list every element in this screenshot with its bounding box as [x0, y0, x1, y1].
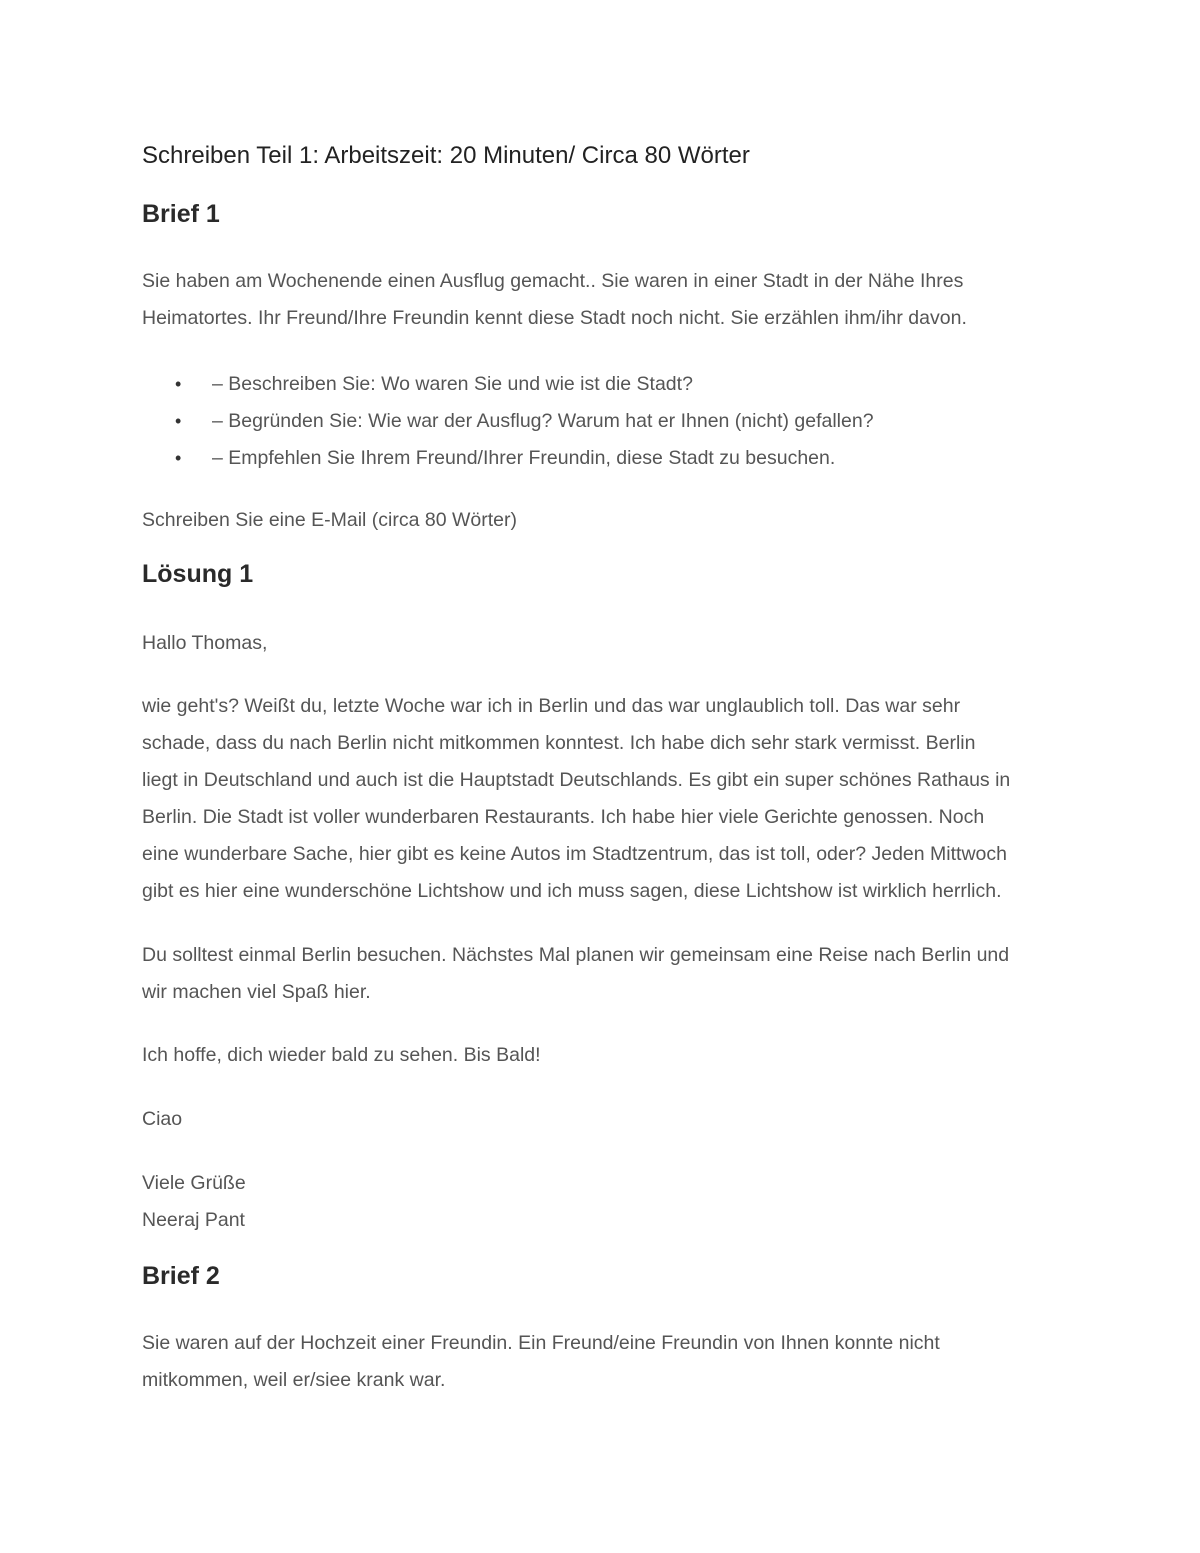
task-text: – Beschreiben Sie: Wo waren Sie und wie ist die Stadt?: [212, 373, 693, 395]
list-item: [142, 366, 1072, 403]
letter-body-line: gibt es hier eine wunderschöne Lichtshow und ich muss sagen, diese Lichtshow ist wirklich herrlich.: [142, 880, 1002, 902]
task-text: – Empfehlen Sie Ihrem Freund/Ihrer Freundin, diese Stadt zu besuchen.: [212, 447, 836, 469]
brief1-heading: Brief 1: [142, 200, 220, 228]
bullet-icon: •: [175, 448, 182, 468]
letter-body: [142, 688, 1072, 910]
list-item: [142, 403, 1072, 440]
page-title: Schreiben Teil 1: Arbeitszeit: 20 Minuten/ Circa 80 Wörter: [142, 142, 750, 169]
letter-body-line: wie geht's? Weißt du, letzte Woche war ich in Berlin und das war unglaublich toll. Das war sehr: [142, 695, 961, 717]
bullet-icon: •: [175, 374, 182, 394]
list-item: [142, 440, 1072, 477]
brief1-instruction: Schreiben Sie eine E-Mail (circa 80 Wörter): [142, 509, 517, 531]
letter-body-line: schade, dass du nach Berlin nicht mitkommen konntest. Ich habe dich sehr stark vermisst. Berlin: [142, 732, 976, 754]
task-text: – Begründen Sie: Wie war der Ausflug? Warum hat er Ihnen (nicht) gefallen?: [212, 410, 874, 432]
letter-ciao: Ciao: [142, 1108, 183, 1130]
brief2-intro-line: mitkommen, weil er/siee krank war.: [142, 1369, 446, 1391]
brief2-intro: [142, 1325, 1072, 1399]
letter-body-line: liegt in Deutschland und auch ist die Hauptstadt Deutschlands. Es gibt ein super schönes Rathaus in: [142, 769, 1011, 791]
letter-body-line: Berlin. Die Stadt ist voller wunderbaren Restaurants. Ich habe hier viele Gerichte genossen. Noch: [142, 806, 985, 828]
letter-recommendation: [142, 937, 1072, 1011]
letter-closing: [142, 1165, 1072, 1239]
loesung1-heading: Lösung 1: [142, 560, 254, 588]
regards: Viele Grüße: [142, 1172, 246, 1194]
signature: Neeraj Pant: [142, 1209, 245, 1231]
brief2-intro-line: Sie waren auf der Hochzeit einer Freundin. Ein Freund/eine Freundin von Ihnen konnte nicht: [142, 1332, 940, 1354]
bullet-icon: •: [175, 411, 182, 431]
brief1-intro-line: Heimatortes. Ihr Freund/Ihre Freundin kennt diese Stadt noch nicht. Sie erzählen ihm/ihr davon.: [142, 307, 967, 329]
brief1-intro-line: Sie haben am Wochenende einen Ausflug gemacht.. Sie waren in einer Stadt in der Nähe Ihres: [142, 270, 964, 292]
brief1-task-list: [142, 366, 1072, 477]
letter-hope: Ich hoffe, dich wieder bald zu sehen. Bis Bald!: [142, 1044, 541, 1066]
letter-recommendation-line: wir machen viel Spaß hier.: [142, 981, 371, 1003]
letter-body-line: eine wunderbare Sache, hier gibt es keine Autos im Stadtzentrum, das ist toll, oder? Jeden Mittwoch: [142, 843, 1007, 865]
letter-recommendation-line: Du solltest einmal Berlin besuchen. Nächstes Mal planen wir gemeinsam eine Reise nach Berlin und: [142, 944, 1010, 966]
brief1-intro: [142, 263, 1072, 337]
brief2-heading: Brief 2: [142, 1262, 220, 1290]
greeting: Hallo Thomas,: [142, 632, 268, 654]
